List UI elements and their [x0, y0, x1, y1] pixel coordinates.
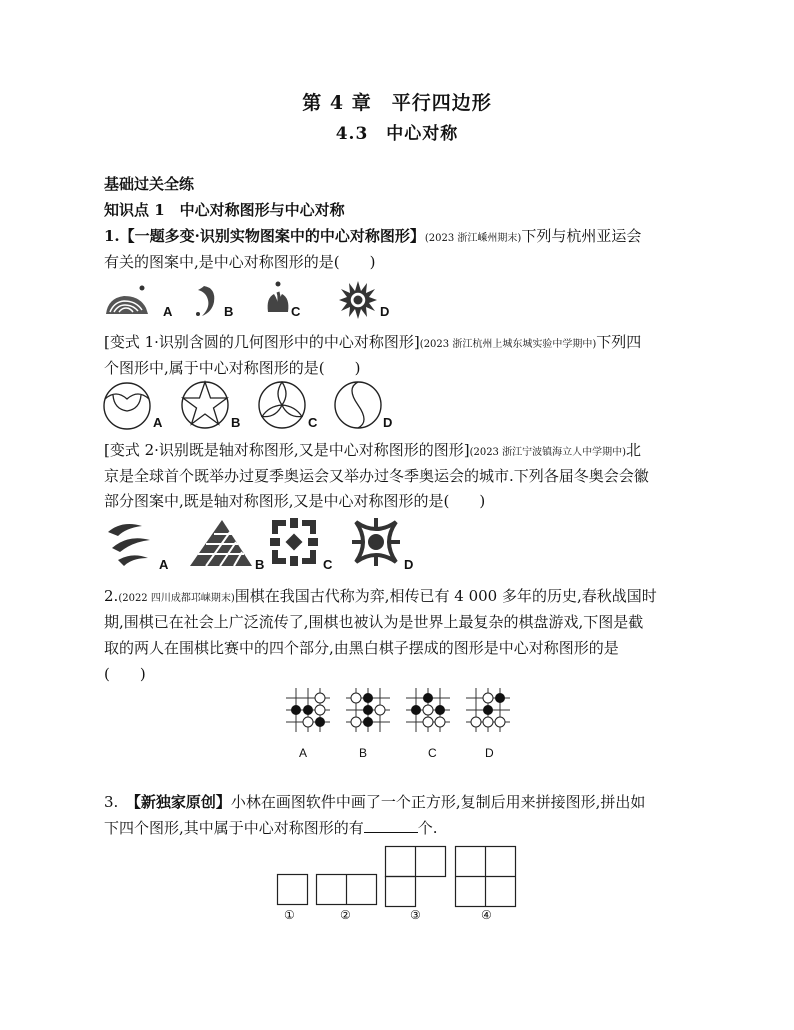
q3-label-3: ③ [410, 908, 421, 922]
v2-image-b [186, 518, 256, 568]
v2-image-a [102, 518, 158, 568]
q2-board-c [406, 688, 450, 732]
v1-tag: [变式 1·识别含圆的几何图形中的中心对称图形] [104, 333, 420, 351]
section-title: 4.3 中心对称 [335, 124, 459, 144]
q3-label-4: ④ [481, 908, 492, 922]
q1-line1 [104, 226, 641, 249]
q2-line2: 期,围棋已在社会上广泛流传了,围棋也被认为是世界上最复杂的棋盘游戏,下图是截 [104, 613, 644, 631]
q3-line1 [104, 792, 645, 812]
v1-label-a: A [153, 415, 163, 430]
v1-source: (2023 浙江杭州上城东城实验中学期中) [419, 339, 597, 350]
v1-image-a [102, 381, 152, 431]
q3-tag: 【新独家原创】 [125, 793, 231, 811]
v1-label-c: C [308, 415, 318, 430]
q3-figure-3 [385, 846, 447, 908]
q2-source: (2022 四川成都邛崃期末) [118, 593, 235, 604]
q2-line4: ( ) [104, 665, 146, 683]
q2-line1 [104, 586, 657, 609]
q2-label-c: C [428, 746, 437, 760]
q1-text: 下列与杭州亚运会 [521, 227, 642, 245]
v2-source: (2023 浙江宁波镇海立人中学期中) [469, 447, 626, 458]
v1-label-b: B [231, 415, 241, 430]
chapter-title: 第 4 章 平行四边形 [302, 92, 492, 114]
q1-number: 1. [104, 227, 120, 245]
v2-image-c [268, 516, 320, 568]
v2-label-b: B [255, 557, 265, 572]
answer-blank[interactable] [364, 818, 418, 833]
q3-text-a: 下四个图形,其中属于中心对称图形的有 [104, 819, 364, 837]
v2-label-d: D [404, 557, 414, 572]
q2-label-b: B [359, 746, 368, 760]
v2-line1 [104, 440, 641, 463]
q1-source: (2023 浙江嵊州期末) [424, 233, 522, 244]
v2-text: 北 [626, 441, 642, 459]
q2-line3: 取的两人在围棋比赛中的四个部分,由黑白棋子摆成的图形是中心对称图形的是 [104, 639, 619, 657]
q1-label-d: D [380, 304, 390, 319]
q3-label-2: ② [340, 908, 351, 922]
q1-tag: 【一题多变·识别实物图案中的中心对称图形】 [119, 227, 425, 245]
v1-line1 [104, 332, 641, 355]
q3-line2 [104, 818, 438, 838]
q3-figure-4 [455, 846, 517, 908]
q3-label-1: ① [284, 908, 295, 922]
knowledge-point-title: 知识点 1 中心对称图形与中心对称 [104, 201, 345, 219]
q1-image-b [190, 282, 226, 320]
q2-label-d: D [485, 746, 494, 760]
q1-image-c [264, 280, 294, 320]
q2-board-a [286, 688, 330, 732]
q2-number: 2. [104, 587, 119, 605]
q2-label-a: A [299, 746, 308, 760]
q3-figure-2 [316, 874, 378, 906]
v2-line3: 部分图案中,既是轴对称图形,又是中心对称图形的是( ) [104, 492, 486, 510]
q3-number: 3. [104, 793, 119, 811]
v1-image-c [257, 380, 307, 430]
v1-line2: 个图形中,属于中心对称图形的是( ) [104, 359, 361, 377]
q2-text: 围棋在我国古代称为弈,相传已有 4 000 多年的历史,春秋战国时 [234, 587, 657, 605]
q1-label-c: C [291, 304, 301, 319]
v2-tag: [变式 2·识别既是轴对称图形,又是中心对称图形的图形] [104, 441, 470, 459]
q1-line2: 有关的图案中,是中心对称图形的是( ) [104, 253, 376, 271]
part-title: 基础过关全练 [104, 175, 195, 193]
q3-text-b: 个. [417, 819, 438, 837]
q1-label-a: A [163, 304, 173, 319]
v2-label-a: A [159, 557, 169, 572]
q3-text: 小林在画图软件中画了一个正方形,复制后用来拼接图形,拼出如 [230, 793, 646, 811]
v1-image-d [333, 380, 383, 430]
q2-board-b [346, 688, 390, 732]
q2-board-d [466, 688, 510, 732]
q1-image-a [104, 284, 164, 320]
v1-text: 下列四 [596, 333, 642, 351]
v2-line2: 京是全球首个既举办过夏季奥运会又举办过冬季奥运会的城市.下列各届冬奥会会徽 [104, 467, 649, 485]
v2-label-c: C [323, 557, 333, 572]
q1-image-d [338, 280, 378, 320]
v2-image-d [350, 516, 402, 568]
v1-label-d: D [383, 415, 393, 430]
v1-image-b [180, 380, 230, 430]
q3-figure-1 [277, 874, 309, 906]
q1-label-b: B [224, 304, 234, 319]
